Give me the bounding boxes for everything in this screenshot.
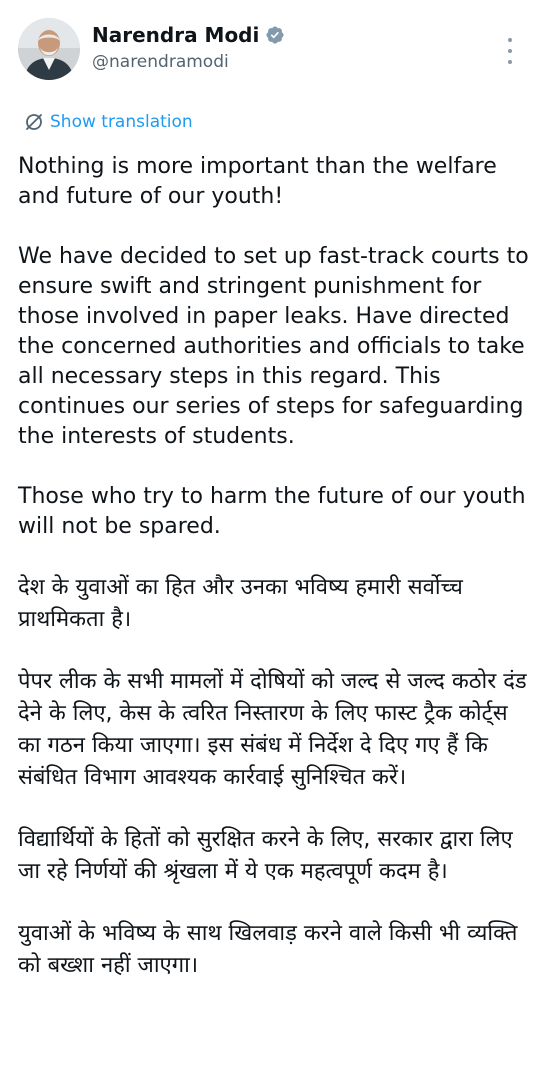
translate-icon bbox=[24, 112, 44, 132]
author-avatar[interactable] bbox=[18, 18, 80, 80]
tweet-paragraph-en-3: Those who try to harm the future of our youth will not be spared. bbox=[18, 484, 526, 539]
tweet-text bbox=[18, 152, 530, 1012]
more-dot bbox=[508, 60, 512, 64]
author-handle[interactable]: @narendramodi bbox=[92, 52, 229, 72]
verified-badge-icon bbox=[265, 25, 285, 45]
author-display-name[interactable]: Narendra Modi bbox=[92, 23, 260, 47]
show-translation-link[interactable] bbox=[24, 111, 193, 133]
author-info bbox=[92, 22, 285, 74]
tweet-paragraph-hi-1: देश के युवाओं का हित और उनका भविष्य हमारी सर्वोच्च प्राथमिकता है। bbox=[18, 575, 463, 632]
show-translation-label: Show translation bbox=[50, 112, 193, 132]
tweet-paragraph-hi-3: विद्यार्थियों के हितों को सुरक्षित करने के लिए, सरकार द्वारा लिए जा रहे निर्णयों की श्रृंखला में ये एक महत्वपूर्ण कदम है। bbox=[18, 827, 513, 884]
tweet-paragraph-hi-2: पेपर लीक के सभी मामलों में दोषियों को जल्द से जल्द कठोर दंड देने के लिए, केस के त्वरित निस्तारण के लिए फास्ट ट्रैक कोर्ट्स का गठन किया जाएगा। इस संबंध में निर्देश दे दिए गए हैं कि संबंधित विभाग आवश्यक कार्रवाई सुनिश्चित करें। bbox=[18, 669, 527, 790]
more-dot bbox=[508, 38, 512, 42]
tweet-paragraph-hi-4: युवाओं के भविष्य के साथ खिलवाड़ करने वाले किसी भी व्यक्ति को बख्शा नहीं जाएगा। bbox=[18, 921, 518, 978]
tweet-paragraph-en-1: Nothing is more important than the welfare and future of our youth! bbox=[18, 154, 497, 209]
tweet-header bbox=[18, 18, 518, 82]
author-name-row bbox=[92, 22, 285, 48]
avatar-image bbox=[18, 18, 80, 80]
more-options-icon[interactable] bbox=[504, 38, 516, 64]
tweet-paragraph-en-2: We have decided to set up fast-track courts to ensure swift and stringent punishment for those involved in paper leaks. Have directed the concerned authorities and officials to take all necessary steps in this regard. This continues our series of steps for safeguarding the interests of students. bbox=[18, 244, 529, 449]
more-dot bbox=[508, 49, 512, 53]
